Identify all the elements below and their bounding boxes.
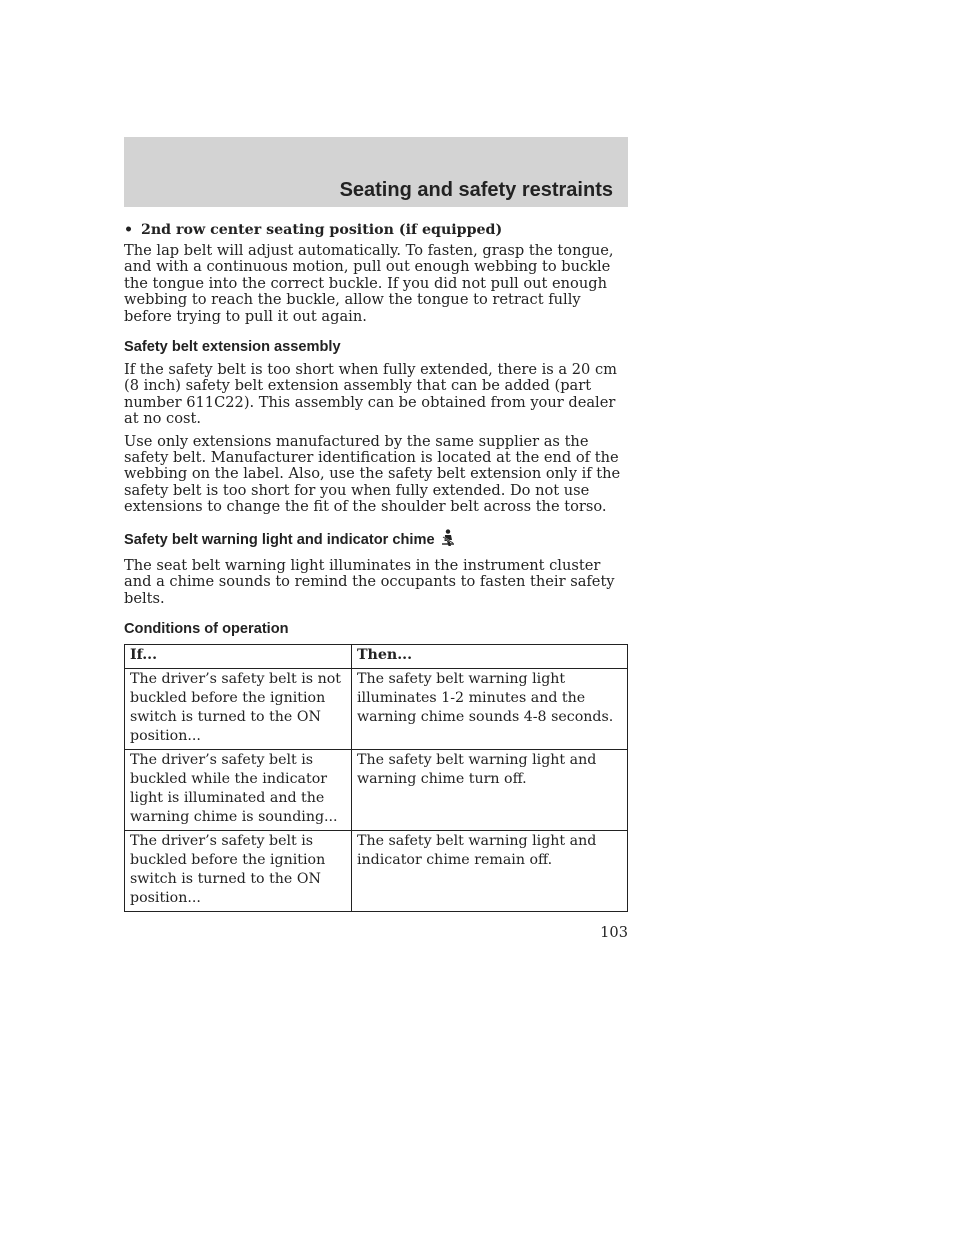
conditions-table [124,644,628,912]
table-row [125,668,628,749]
table-cell-then: The safety belt warning light illuminates 1-2 minutes and the warning chime sounds 4-8 seconds. [352,668,628,749]
conditions-heading: Conditions of operation [124,620,289,637]
extension-paragraph-2: Use only extensions manufactured by the same supplier as the safety belt. Manufacturer identification is located at the end of the webbing on the label. Also, use the safety belt extension only if the safety belt is too short for you when fully extended. Do not use extensions to change the fit of the shoulder belt across the torso. [124,432,621,516]
page-title: Seating and safety restraints [339,179,613,201]
content [124,221,628,912]
table-cell-if: The driver’s safety belt is buckled while the indicator light is illuminated and the warning chime is sounding... [125,749,352,830]
warning-paragraph: The seat belt warning light illuminates in the instrument cluster and a chime sounds to remind the occupants to fasten their safety belts. [124,556,615,607]
warning-heading-text: Safety belt warning light and indicator chime [124,531,435,548]
extension-paragraph-1: If the safety belt is too short when fully extended, there is a 20 cm (8 inch) safety belt extension assembly that can be added (part number 611C22). This assembly can be obtained from your dealer at no cost. [124,361,617,428]
column-header-if: If... [125,644,352,668]
lap-belt-paragraph: The lap belt will adjust automatically. To fasten, grasp the tongue, and with a continuous motion, pull out enough webbing to buckle the tongue into the correct buckle. If you did not pull out enough webbing to reach the buckle, allow the tongue to retract fully before trying to pull it out again. [124,242,614,325]
bullet-dot: • [124,222,134,238]
table-row [125,830,628,911]
table-row [125,749,628,830]
table-cell-then: The safety belt warning light and indicator chime remain off. [352,830,628,911]
header-band [124,137,628,207]
table-cell-then: The safety belt warning light and warning chime turn off. [352,749,628,830]
column-header-then: Then... [352,644,628,668]
seatbelt-warning-icon [440,529,456,552]
bullet-heading [124,221,628,239]
page-number: 103 [600,924,628,941]
bullet-heading-text: 2nd row center seating position (if equipped) [141,222,503,238]
table-cell-if: The driver’s safety belt is not buckled before the ignition switch is turned to the ON position... [125,668,352,749]
table-cell-if: The driver’s safety belt is buckled before the ignition switch is turned to the ON position... [125,830,352,911]
extension-heading: Safety belt extension assembly [124,339,341,356]
table-header-row [125,644,628,668]
warning-heading [124,529,628,552]
